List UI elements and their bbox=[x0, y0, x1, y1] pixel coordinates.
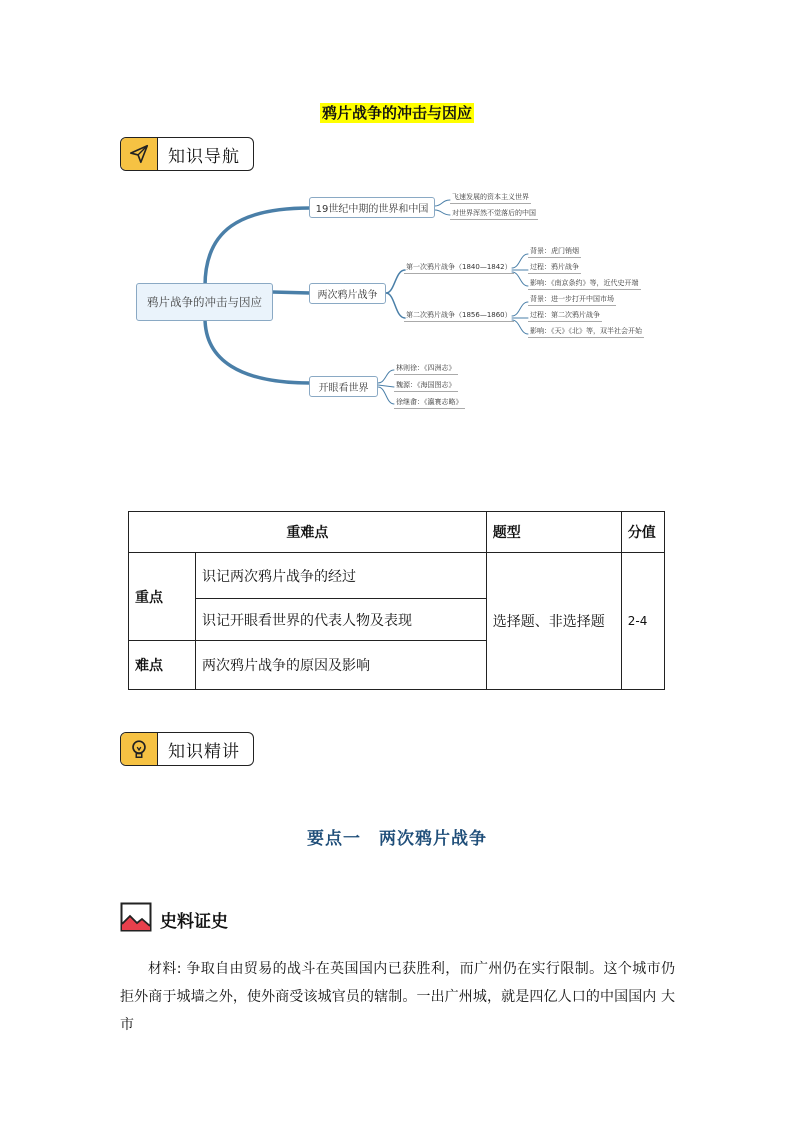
table-header-cell: 分值 bbox=[621, 512, 664, 553]
banner-label: 知识导航 bbox=[168, 146, 240, 167]
mind-map-root: 鸦片战争的冲击与因应 bbox=[136, 283, 273, 321]
mind-map-leaf: 魏源：《海国图志》 bbox=[394, 380, 458, 392]
knowledge-explanation-banner bbox=[120, 732, 254, 766]
table-header-row bbox=[129, 512, 665, 553]
mind-map-leaf: 对世界浑然不觉落后的中国 bbox=[450, 208, 538, 220]
mind-map-leaf: 影响：《天》《北》等，双半社会开始 bbox=[528, 326, 644, 338]
image-icon bbox=[120, 902, 152, 936]
mind-map bbox=[0, 170, 794, 430]
mind-map-leaf: 林则徐：《四洲志》 bbox=[394, 363, 458, 375]
mind-map-leaf: 过程：第二次鸦片战争 bbox=[528, 310, 602, 322]
document-title bbox=[0, 102, 794, 123]
mind-map-sub-branch: 第一次鸦片战争（1840—1842） bbox=[404, 262, 514, 274]
mind-map-branch: 开眼看世界 bbox=[309, 376, 378, 397]
mind-map-sub-branch: 第二次鸦片战争（1856—1860） bbox=[404, 310, 514, 322]
mind-map-leaf: 徐继畬：《瀛寰志略》 bbox=[394, 397, 465, 409]
score-cell: 2-4 bbox=[621, 553, 664, 690]
knowledge-navigation-banner bbox=[120, 137, 254, 171]
historical-evidence-heading bbox=[120, 902, 228, 936]
table-header-cell: 题型 bbox=[486, 512, 621, 553]
key-point-item: 识记开眼看世界的代表人物及表现 bbox=[196, 599, 487, 641]
document-title-text: 鸦片战争的冲击与因应 bbox=[321, 104, 472, 122]
banner-label: 知识精讲 bbox=[168, 741, 240, 762]
paper-plane-icon bbox=[121, 138, 158, 170]
mind-map-branch: 两次鸦片战争 bbox=[309, 283, 386, 304]
material-paragraph: 材料: 争取自由贸易的战斗在英国国内已获胜利，而广州仍在实行限制。这个城市仍拒外商于城墙之外，使外商受该城官员的辖制。一出广州城，就是四亿人口的中国国内 大市 bbox=[120, 961, 675, 1033]
table-row bbox=[129, 553, 665, 599]
mind-map-leaf: 背景：进一步打开中国市场 bbox=[528, 294, 616, 306]
mind-map-leaf: 飞速发展的资本主义世界 bbox=[450, 192, 531, 204]
mind-map-leaf: 影响：《南京条约》等，近代史开端 bbox=[528, 278, 641, 290]
key-points-table bbox=[128, 511, 665, 690]
lightbulb-icon bbox=[121, 733, 158, 765]
question-type-cell: 选择题、非选择题 bbox=[486, 553, 621, 690]
key-point-item: 识记两次鸦片战争的经过 bbox=[196, 553, 487, 599]
key-point-label: 重点 bbox=[129, 553, 196, 641]
hard-point-label: 难点 bbox=[129, 641, 196, 690]
subhead-label: 史料证史 bbox=[160, 911, 228, 932]
hard-point-item: 两次鸦片战争的原因及影响 bbox=[196, 641, 487, 690]
mind-map-leaf: 过程：鸦片战争 bbox=[528, 262, 581, 274]
mind-map-leaf: 背景：虎门销烟 bbox=[528, 246, 581, 258]
table-header-cell: 重难点 bbox=[129, 512, 487, 553]
key-point-heading: 要点一 两次鸦片战争 bbox=[307, 829, 487, 849]
mind-map-branch: 19世纪中期的世界和中国 bbox=[309, 197, 435, 218]
